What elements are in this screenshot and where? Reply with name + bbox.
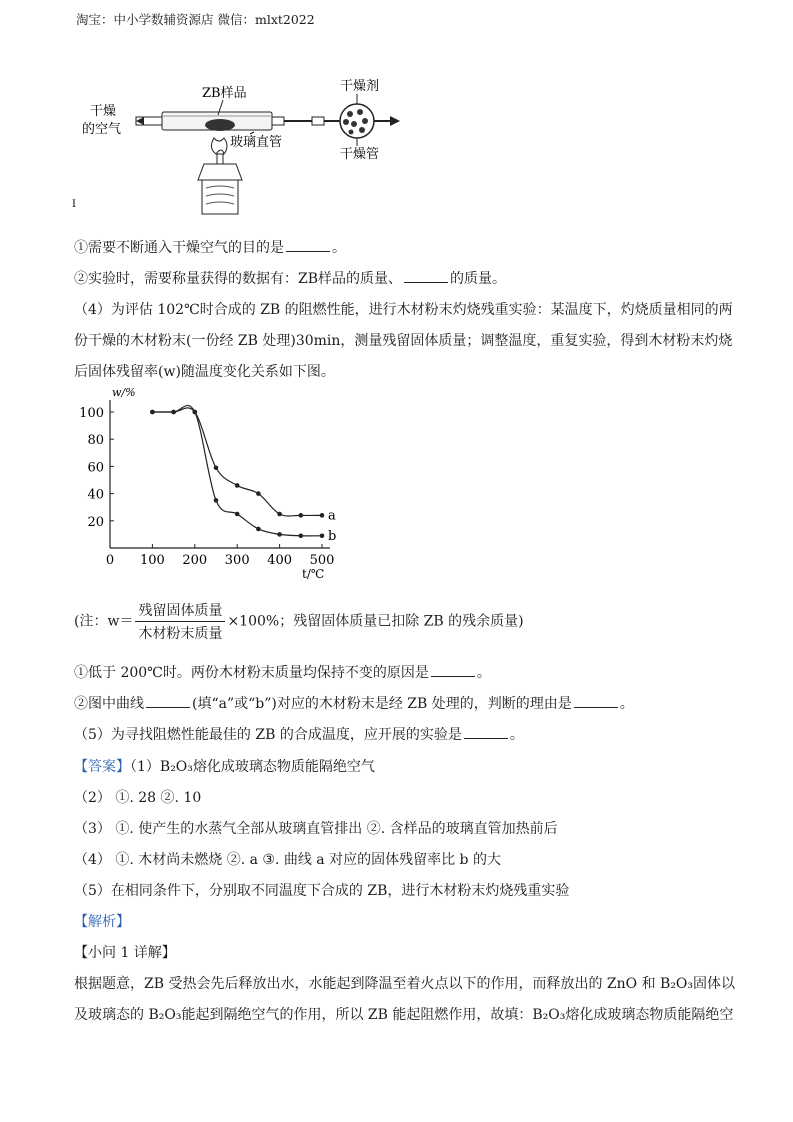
q3-item1-text: ①需要不断通入干燥空气的目的是: [74, 240, 284, 256]
answer-blank: [431, 664, 475, 677]
analysis-paragraph-1: 根据题意，ZB 受热会先后释放出水，水能起到降温至着火点以下的作用，而释放出的 ZnO 和 B₂O₃固体以: [74, 976, 736, 992]
series-label-b: b: [328, 528, 337, 544]
q4-item1-end: 。: [476, 665, 491, 681]
connector-1: [272, 117, 284, 125]
y-tick-label: 40: [87, 487, 104, 503]
q5-end: 。: [509, 727, 524, 743]
answer-blank: [286, 239, 330, 252]
x-tick-label: 200: [182, 553, 208, 568]
alcohol-lamp: [198, 164, 242, 180]
q3-item2: [74, 268, 506, 288]
label-glass-tube: 玻璃直管: [230, 135, 283, 150]
series-line-a: [152, 408, 322, 516]
label-dry-air-1: 干燥: [90, 104, 117, 119]
data-point-b: [277, 532, 282, 537]
analysis-subheading: 【小问 1 详解】: [74, 945, 176, 961]
x-tick-label: 100: [139, 553, 165, 568]
data-point-b: [214, 498, 219, 503]
answer-blank: [464, 726, 508, 739]
answer-1: （1）B₂O₃熔化成玻璃态物质能隔绝空气: [130, 759, 375, 775]
note-prefix: (注：w＝: [74, 613, 134, 630]
formula-note: [74, 600, 524, 643]
data-point-a: [235, 483, 240, 488]
y-tick-label: 60: [87, 460, 104, 476]
analysis-tag: 【解析】: [74, 914, 130, 930]
apparatus-diagram: [72, 70, 418, 220]
y-tick-label: 20: [87, 514, 104, 530]
x-axis-label: t/℃: [302, 567, 325, 581]
figure-mark: I: [72, 199, 76, 210]
x-tick-label: 300: [224, 553, 250, 568]
answer-blank: [146, 695, 190, 708]
label-dry-air-2: 的空气: [82, 122, 122, 137]
answer-4: （4） ①. 木材尚未燃烧 ②. a ③. 曲线 a 对应的固体残留率比 b 的大: [74, 852, 501, 868]
label-zb-sample: ZB样品: [202, 86, 247, 101]
page-header: 淘宝：中小学数辅资源店 微信：mlxt2022: [76, 12, 315, 27]
answer-tag: 【答案】: [74, 759, 130, 775]
analysis-paragraph-2: 及玻璃态的 B₂O₃能起到隔绝空气的作用，所以 ZB 能起阻燃作用，故填：B₂O₃熔化成玻璃态物质能隔绝空: [74, 1007, 734, 1023]
data-point-a: [214, 465, 219, 470]
data-point-b: [193, 410, 198, 415]
q4-item2-end: 。: [619, 696, 634, 712]
note-suffix: ×100%；残留固体质量已扣除 ZB 的残余质量): [227, 613, 524, 630]
answer-5: （5）在相同条件下，分别取不同温度下合成的 ZB，进行木材粉末灼烧残重实验: [74, 883, 570, 899]
q4-item1: [74, 662, 491, 682]
data-point-b: [150, 410, 155, 415]
q4-item2-text-b: (填“a”或“b”)对应的木材粉末是经 ZB 处理的，判断的理由是: [192, 696, 572, 712]
q5: [74, 724, 524, 744]
x-tick-label: 0: [105, 553, 115, 568]
y-tick-label: 100: [79, 406, 104, 421]
q3-item2-end: 的质量。: [450, 271, 507, 287]
q4-item1-text: ①低于 200℃时。两份木材粉末质量均保持不变的原因是: [74, 665, 429, 681]
answer-line1: [74, 756, 375, 776]
label-drying-tube: 干燥管: [340, 147, 380, 162]
q5-text: （5）为寻找阻燃性能最佳的 ZB 的合成温度，应开展的实验是: [74, 727, 462, 743]
lamp-wick: [217, 154, 223, 164]
answer-blank: [574, 695, 618, 708]
data-point-b: [320, 533, 325, 538]
data-point-b: [235, 512, 240, 517]
q3-item2-text: ②实验时，需要称量获得的数据有：ZB样品的质量、: [74, 271, 403, 287]
fraction-numerator: 残留固体质量: [135, 600, 225, 622]
y-axis-label: w/%: [112, 386, 136, 399]
data-point-a: [299, 513, 304, 518]
q4-item2-text-a: ②图中曲线: [74, 696, 144, 712]
data-point-b: [171, 410, 176, 415]
series-label-a: a: [328, 508, 336, 524]
q4-text-line2: 份干燥的木材粉末(一份经 ZB 处理)30min，测量残留固体质量；调整温度，重复实验，得到木材粉末灼烧: [74, 333, 733, 349]
label-desiccant: 干燥剂: [340, 79, 380, 94]
y-tick-label: 80: [87, 433, 104, 449]
data-point-a: [277, 512, 282, 517]
fraction-denominator: 木材粉末质量: [138, 626, 223, 642]
q3-item1-end: 。: [332, 240, 346, 256]
flame: [211, 138, 227, 154]
answer-blank: [404, 270, 448, 283]
q3-item1: [74, 237, 346, 257]
x-tick-label: 500: [309, 553, 335, 568]
outlet-arrow: [390, 116, 400, 126]
data-point-b: [299, 533, 304, 538]
residue-rate-chart: [79, 386, 352, 588]
data-point-a: [256, 491, 261, 496]
q4-text-line3: 后固体残留率(w)随温度变化关系如下图。: [74, 364, 335, 380]
x-tick-label: 400: [267, 553, 293, 568]
answer-2: （2） ①. 28 ②. 10: [74, 790, 202, 806]
data-point-a: [320, 513, 325, 518]
formula-fraction: [135, 600, 225, 643]
zb-sample: [205, 119, 235, 131]
q4-item2: [74, 693, 634, 713]
q4-text-line1: （4）为评估 102℃时合成的 ZB 的阻燃性能，进行木材粉末灼烧残重实验：某温度下，灼烧质量相同的两: [74, 302, 733, 318]
lamp-base: [202, 180, 238, 214]
data-point-b: [256, 527, 261, 532]
connector-2: [312, 117, 324, 125]
answer-3: （3） ①. 使产生的水蒸气全部从玻璃直管排出 ②. 含样品的玻璃直管加热前后: [74, 821, 558, 837]
